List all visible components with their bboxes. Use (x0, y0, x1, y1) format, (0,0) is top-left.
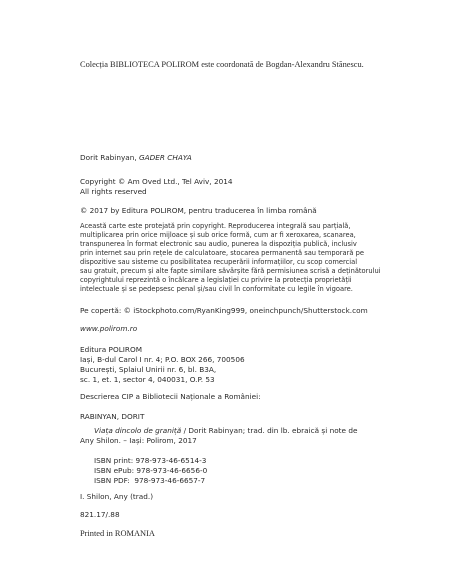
cip-title: Viața dincolo de graniță / Dorit Rabinyan; trad. din lb. ebraică și note de (94, 426, 358, 435)
cover-credit: Pe copertă: © iStockphoto.com/RyanKing999, oneinchpunch/Shutterstock.com (80, 306, 368, 315)
isbn-epub: ISBN ePub: 978-973-46-6656-0 (94, 466, 208, 475)
website: www.polirom.ro (80, 324, 138, 333)
isbn-pdf: ISBN PDF: 978-973-46-6657-7 (94, 476, 206, 485)
printed-in: Printed in ROMANIA (80, 529, 155, 538)
rights-reserved: All rights reserved (80, 187, 147, 196)
series-note: Colecția BIBLIOTECA POLIROM este coordonată de Bogdan-Alexandru Stănescu. (80, 60, 364, 69)
legal-notice (80, 222, 420, 294)
original-title: GADER CHAYA (139, 153, 192, 162)
cip-heading: Descrierea CIP a Bibliotecii Naționale a României: (80, 392, 261, 401)
translator-entry: I. Shilon, Any (trad.) (80, 492, 154, 501)
copyright-original (80, 177, 420, 197)
book-title: Viața dincolo de graniță (94, 426, 182, 435)
address-line: Iași, B-dul Carol I nr. 4; P.O. BOX 266, 700506 (80, 355, 245, 364)
cip-title-continued: Any Shilon. – Iași: Polirom, 2017 (80, 436, 197, 445)
copyright-translation: © 2017 by Editura POLIROM, pentru traducerea în limba română (80, 206, 317, 215)
legal-notice-line: prin internet sau prin rețele de calculatoare, stocarea permanentă sau temporară pe (80, 249, 364, 257)
author-title-line (80, 153, 420, 163)
address-line: sc. 1, et. 1, sector 4, 040031, O.P. 53 (80, 375, 215, 384)
address-line: București, Splaiul Unirii nr. 6, bl. B3A, (80, 365, 217, 374)
legal-notice-line: sau gratuit, precum și alte fapte similare săvârșite fără permisiunea scrisă a deținătorului (80, 267, 381, 275)
classification: 821.17/.88 (80, 510, 120, 519)
copyright-line: Copyright © Am Oved Ltd., Tel Aviv, 2014 (80, 177, 233, 186)
legal-notice-line: transpunerea în format electronic sau audio, punerea la dispoziția publică, inclusiv (80, 240, 357, 248)
legal-notice-line: copyrightului reprezintă o încălcare a legislației cu privire la protecția proprietății (80, 276, 352, 284)
publisher-name: Editura POLIROM (80, 345, 143, 354)
cip-name: RABINYAN, DORIT (80, 412, 145, 421)
isbn-print: ISBN print: 978-973-46-6514-3 (94, 456, 207, 465)
isbn-list (94, 456, 420, 486)
legal-notice-line: multiplicarea prin orice mijloace și sub orice formă, cum ar fi xeroxarea, scanarea, (80, 231, 356, 239)
legal-notice-line: intelectuale și se pedepsesc penal și/sau civil în conformitate cu legile în vigoare. (80, 285, 353, 293)
publisher-address (80, 345, 420, 385)
legal-notice-line: Această carte este protejată prin copyright. Reproducerea integrală sau parțială, (80, 222, 351, 230)
legal-notice-line: dispozitive sau sisteme cu posibilitatea recuperării informațiilor, cu scop comercial (80, 258, 358, 266)
author-name: Dorit Rabinyan, (80, 153, 140, 162)
